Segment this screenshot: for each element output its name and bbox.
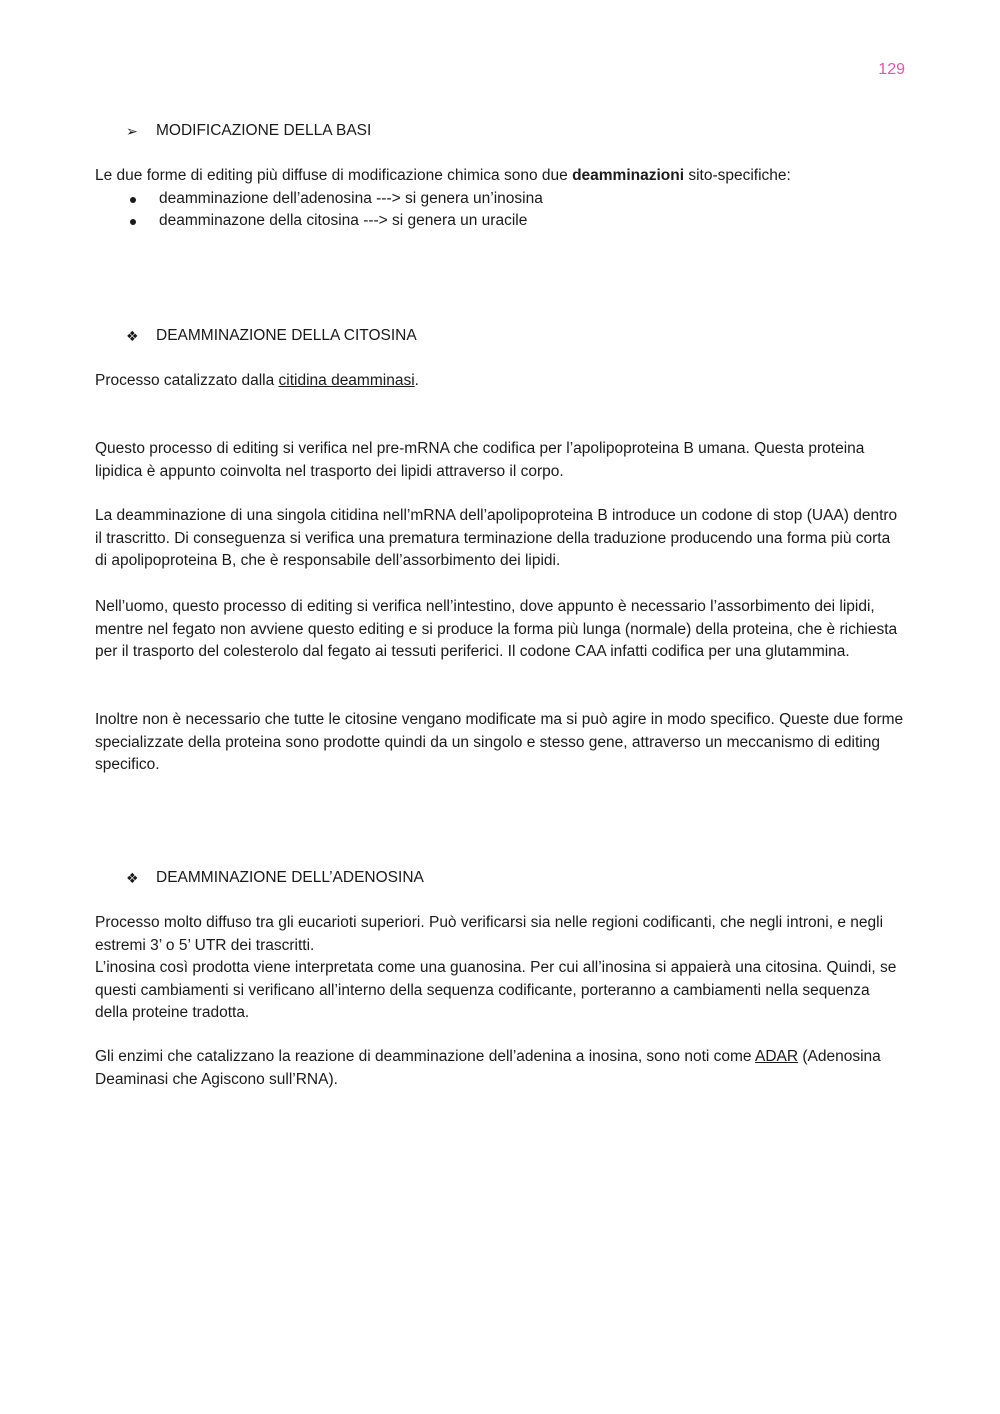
body-paragraph: Processo molto diffuso tra gli eucarioti superiori. Può verificarsi sia nelle regioni codificanti, che negli introni, e negli estremi 3’ o 5’ UTR dei trascritti. [95,914,884,954]
intro-text-end: sito-specifiche: [684,167,791,184]
four-diamond-bullet-icon: ❖ [126,870,139,886]
adar-link[interactable]: ADAR [755,1048,799,1065]
body-paragraph: Questo processo di editing si verifica nel pre-mRNA che codifica per l’apolipoproteina B umana. Questa proteina lipidica è appunto coinvolta nel trasporto dei lipidi attraverso il corpo. [95,440,865,480]
bullet-dot-icon [130,197,136,203]
catalyst-text-start: Processo catalizzato dalla [95,372,279,389]
intro-paragraph [95,165,905,188]
catalyst-paragraph [95,370,905,393]
body-paragraph: Inoltre non è necessario che tutte le citosine vengano modificate ma si può agire in modo specifico. Queste due forme specializzate della proteina sono prodotte quindi da un singolo e stesso gene, attraverso un meccanismo di editing specifico. [95,711,904,774]
section-heading-adenosina [126,867,424,889]
adenosina-paragraph-1 [95,912,905,1025]
bullet-item [95,188,905,211]
section-heading-text: DEAMMINAZIONE DELLA CITOSINA [156,327,417,344]
citosina-paragraph-4 [95,709,905,777]
bullet-list [95,188,905,233]
bullet-dot-icon [130,219,136,225]
intro-bold-term: deamminazioni [572,167,685,184]
page-number: 129 [878,61,905,78]
intro-text-start: Le due forme di editing più diffuse di modificazione chimica sono due [95,167,573,184]
arrowhead-bullet-icon: ➢ [126,123,138,139]
citosina-paragraph-3 [95,596,905,664]
body-paragraph: L’inosina così prodotta viene interpretata come una guanosina. Per cui all’inosina si appaierà una citosina. Quindi, se questi cambiamenti si verificano all’interno della sequenza codificante, porteranno a cambiamenti nella sequenza della proteine tradotta. [95,959,897,1022]
bullet-item-text: deamminazione dell’adenosina ---> si genera un’inosina [159,189,543,207]
citosina-paragraph-2 [95,505,905,573]
citidina-deamminasi-link[interactable]: citidina deamminasi [278,372,415,389]
body-paragraph: Nell’uomo, questo processo di editing si verifica nell’intestino, dove appunto è necessario l’assorbimento dei lipidi, mentre nel fegato non avviene questo editing e si produce la forma più lunga (normale) della proteina, che è richiesta per il trasporto del colesterolo dal fegato ai tessuti periferici. Il codone CAA infatti codifica per una glutammina. [95,598,898,661]
enzymes-paragraph [95,1046,905,1091]
enzymes-text-end: (Adenosina Deaminasi che Agiscono sull’RNA). [95,1048,881,1088]
catalyst-sentence [95,370,905,393]
section-heading-text: MODIFICAZIONE DELLA BASI [156,122,372,139]
section-heading-text: DEAMMINAZIONE DELL’ADENOSINA [156,869,424,886]
bullet-item-text: deamminazone della citosina ---> si genera un uracile [159,212,528,230]
citosina-paragraph-1 [95,438,905,483]
bullet-item [95,210,905,233]
section-heading-modificazione [126,120,371,142]
section-heading-citosina [126,325,417,347]
enzymes-text-start: Gli enzimi che catalizzano la reazione di deamminazione dell’adenina a inosina, sono noti come [95,1048,755,1065]
catalyst-text-end: . [414,372,419,389]
body-paragraph: La deamminazione di una singola citidina nell’mRNA dell’apolipoproteina B introduce un codone di stop (UAA) dentro il trascritto. Di conseguenza si verifica una prematura terminazione della traduzione producendo una forma più corta di apolipoproteina B, che è responsabile dell’assorbimento dei lipidi. [95,507,898,570]
section-body-modificazione [95,165,905,233]
enzymes-sentence [95,1046,905,1091]
four-diamond-bullet-icon: ❖ [126,328,139,344]
